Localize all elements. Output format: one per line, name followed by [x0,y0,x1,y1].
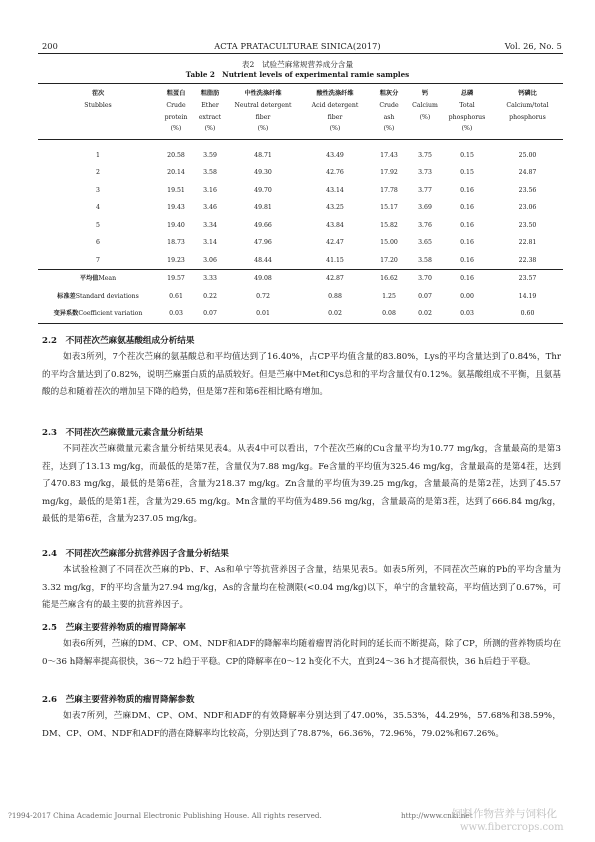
table-cell: 3.77 [418,186,432,194]
table-cell: 3.58 [418,256,432,264]
table-caption-cn: 表2 试验苎麻常规营养成分含量 [241,60,354,69]
table-cell: 15.00 [380,239,398,247]
stats-cell: 0.61 [169,292,183,300]
stubble-number-cell: 2 [96,169,100,177]
table-cell: 3.75 [418,151,432,159]
stubble-number-cell: 3 [96,186,100,194]
stats-cell: 0.88 [328,292,342,300]
table-cell: 3.65 [418,239,432,247]
stats-cell: 0.03 [460,310,474,318]
table-cell: 3.76 [418,221,432,229]
table-caption-en: Table 2 Nutrient levels of experimental ramie samples [185,70,410,79]
stats-row [38,288,563,306]
stats-row [38,270,563,288]
table-cell: 17.20 [380,256,398,264]
table-row [38,140,563,165]
table-body [38,140,563,270]
table-cell: 43.14 [326,186,344,194]
section-2-5-heading: 2.5 苎麻主要营养物质的瘤胃降解率 [42,623,186,633]
table-stats [38,270,563,324]
table-cell: 0.16 [460,256,474,264]
table-cell: 49.81 [254,204,272,212]
section-2-4-heading: 2.4 不同茬次苎麻部分抗营养因子含量分析结果 [42,549,229,559]
table-row [38,234,563,252]
stats-cell: 0.07 [418,292,432,300]
stats-cell: 19.57 [167,275,185,283]
copyright-notice: ?1994-2017 China Academic Journal Electronic Publishing House. All rights reserved. [8,811,322,820]
stats-cell: 0.02 [418,310,432,318]
section-2-3-heading: 2.3 不同茬次苎麻微量元素含量分析结果 [42,428,204,438]
stats-row-label: 标准差Standard deviations [57,292,139,300]
stats-cell: 1.25 [382,292,396,300]
table-cell: 22.38 [518,256,537,264]
section-2-3-text: 不同茬次苎麻微量元素含量分析结果见表4。从表4中可以看出，7个茬次苎麻的Cu含量平均为10.77 mg/kg，含量最高的是第3茬，达到了13.13 mg/kg，而最低的是第7茬，含量仅为7.88 mg/kg。Fe含量的平均值为325.46 mg/kg，含量最高的是第4茬，达到了470.83 mg/kg，最低的是第6茬，含量为218.37 mg/kg。Zn含量的平均值为39.25 mg/kg，含量最高的是第2茬，达到了45.57 mg/kg，最低的是第1茬，含量为29.65 mg/kg。Mn含量的平均值为489.56 mg/kg，含量最高的是第3茬，达到了666.84 mg/kg，最低的是第6茬，含量为237.05 mg/kg。 [42,444,561,525]
watermark-text: 饲料作物营养与饲料化 [452,808,557,820]
journal-title: ACTA PRATACULTURAE SINICA(2017) [214,41,381,51]
stats-cell: 0.22 [203,292,217,300]
table-cell: 3.73 [418,169,432,177]
table-cell: 15.82 [380,221,398,229]
section-2-2-heading: 2.2 不同茬次苎麻氨基酸组成分析结果 [42,336,195,346]
volume-issue: Vol. 26, No. 5 [504,41,562,51]
table-cell: 17.78 [380,186,398,194]
table-cell: 23.06 [518,204,537,212]
table-cell: 19.23 [167,256,185,264]
table-cell: 0.16 [460,186,474,194]
section-2-5-text: 如表6所列，苎麻的DM、CP、OM、NDF和ADF的降解率均随着瘤胃消化时间的延长而不断提高，除了CP，所测的营养物质均在0～36 h降解率提高很快，36～72 h趋于平稳。CP的降解率在0～12 h变化不大，直到24～36 h才提高很快，36 h后趋于平稳。 [42,639,561,667]
stats-cell: 3.33 [203,275,217,283]
table-cell: 0.15 [460,151,474,159]
col-header-calcium: 钙 Calcium (%) [412,90,438,121]
table-row [38,217,563,235]
table-cell: 19.43 [167,204,185,212]
stats-cell: 0.00 [460,292,474,300]
stats-cell: 0.01 [256,310,270,318]
table-row [38,199,563,217]
table-cell: 48.44 [254,256,272,264]
stubble-number-cell: 5 [96,221,100,229]
table-cell: 42.76 [326,169,344,177]
table-cell: 3.46 [203,204,217,212]
table-cell: 20.58 [167,151,185,159]
table-cell: 49.66 [254,221,272,229]
table-cell: 42.47 [326,239,344,247]
stats-cell: 14.19 [518,292,537,300]
page-number: 200 [42,41,58,51]
table-cell: 0.16 [460,204,474,212]
section-2-6-heading: 2.6 苎麻主要营养物质的瘤胃降解参数 [42,695,195,705]
stubble-number-cell: 6 [96,239,100,247]
table-cell: 19.51 [167,186,185,194]
table-cell: 47.96 [254,239,272,247]
table-cell: 17.43 [380,151,398,159]
col-header-stubbles: 茬次 Stubbles [84,90,112,109]
stats-row-label: 变异系数Coefficient variation [53,310,143,318]
stats-cell: 0.02 [328,310,342,318]
stats-cell: 42.87 [326,275,344,283]
table-cell: 43.84 [326,221,344,229]
table-cell: 23.50 [518,221,537,229]
stats-row [38,305,563,323]
stats-cell: 23.57 [518,275,537,283]
watermark-url: www.fibercrops.com [460,822,564,833]
col-header-crude-protein: 粗蛋白 Crude protein (%) [164,90,188,133]
header-rule [38,53,563,54]
stats-cell: 0.16 [460,275,474,283]
table-cell: 23.56 [518,186,537,194]
table-cell: 3.14 [203,239,217,247]
table-cell: 3.69 [418,204,432,212]
stats-row-label: 平均值Mean [79,275,117,283]
table-cell: 3.34 [203,221,217,229]
table-row [38,164,563,182]
col-header-crude-ash: 粗灰分 Crude ash (%) [379,90,399,133]
table-cell: 19.40 [167,221,185,229]
table-row [38,252,563,270]
stats-cell: 16.62 [380,275,398,283]
table-cell: 49.30 [254,169,272,177]
col-header-ca-p-ratio: 钙磷比 Calcium/total phosphorus [506,90,549,121]
stubble-number-cell: 4 [96,204,100,212]
nutrient-table [38,83,563,324]
stubble-number-cell: 1 [96,151,100,159]
table-cell: 3.16 [203,186,217,194]
cnki-link[interactable]: http://www.cnki.net [401,811,473,820]
col-header-ndf: 中性洗涤纤维 Neutral detergent fiber (%) [234,90,292,133]
stats-cell: 49.08 [254,275,272,283]
col-header-total-phosphorus: 总磷 Total phosphorus (%) [448,90,486,133]
table-cell: 25.00 [518,151,537,159]
stats-cell: 0.03 [169,310,183,318]
section-2-2-text: 如表3所列，7个茬次苎麻的氨基酸总和平均值达到了16.40%，占CP平均值含量的83.80%，Lys的平均含量达到了0.84%，Thr的平均含量达到了0.82%，说明苎麻蛋白质的品质较好。但是苎麻中Met和Cys总和的平均含量仅有0.12%。氨基酸组成不平衡，且氨基酸的总和随着茬次的增加呈下降的趋势，但是第7茬和第6茬相比略有增加。 [42,352,561,398]
table-cell: 18.73 [167,239,185,247]
col-header-ether-extract: 粗脂肪 Ether extract (%) [198,90,222,133]
table-cell: 49.70 [254,186,272,194]
table-cell: 3.59 [203,151,217,159]
table-cell: 0.15 [460,169,474,177]
stats-cell: 0.60 [520,310,535,318]
table-cell: 15.17 [380,204,398,212]
stats-cell: 0.72 [256,292,270,300]
table-cell: 0.16 [460,239,474,247]
table-cell: 41.15 [326,256,344,264]
table-cell: 0.16 [460,221,474,229]
table-cell: 17.92 [380,169,398,177]
table-cell: 22.81 [518,239,537,247]
table-cell: 24.87 [518,169,537,177]
table-header-row [38,84,563,140]
stats-cell: 3.70 [418,275,432,283]
table-cell: 3.06 [203,256,217,264]
table-cell: 48.71 [254,151,272,159]
stubble-number-cell: 7 [96,256,100,264]
table-cell: 43.25 [326,204,344,212]
section-2-6-text: 如表7所列，苎麻DM、CP、OM、NDF和ADF的有效降解率分别达到了47.00%，35.53%，44.29%，57.68%和38.59%，DM、CP、OM、NDF和ADF的潜在降解率均比较高，分别达到了78.87%，66.36%，72.96%，79.02%和67.26%。 [42,711,561,739]
table-cell: 20.14 [167,169,185,177]
section-2-4-text: 本试验检测了不同茬次苎麻的Pb、F、As和单宁等抗营养因子含量，结果见表5。如表5所列，不同茬次苎麻的Pb的平均含量为3.32 mg/kg，F的平均含量为27.94 mg/kg，As的含量均在检测限(<0.04 mg/kg)以下，单宁的含量较高，平均值达到了0.67%，可能是苎麻含有的最主要的抗营养因子。 [42,565,561,611]
stats-cell: 0.07 [203,310,217,318]
table-cell: 3.58 [203,169,217,177]
stats-cell: 0.08 [382,310,396,318]
col-header-adf: 酸性洗涤纤维 Acid detergent fiber (%) [311,90,359,133]
table-row [38,182,563,200]
table-cell: 43.49 [326,151,344,159]
